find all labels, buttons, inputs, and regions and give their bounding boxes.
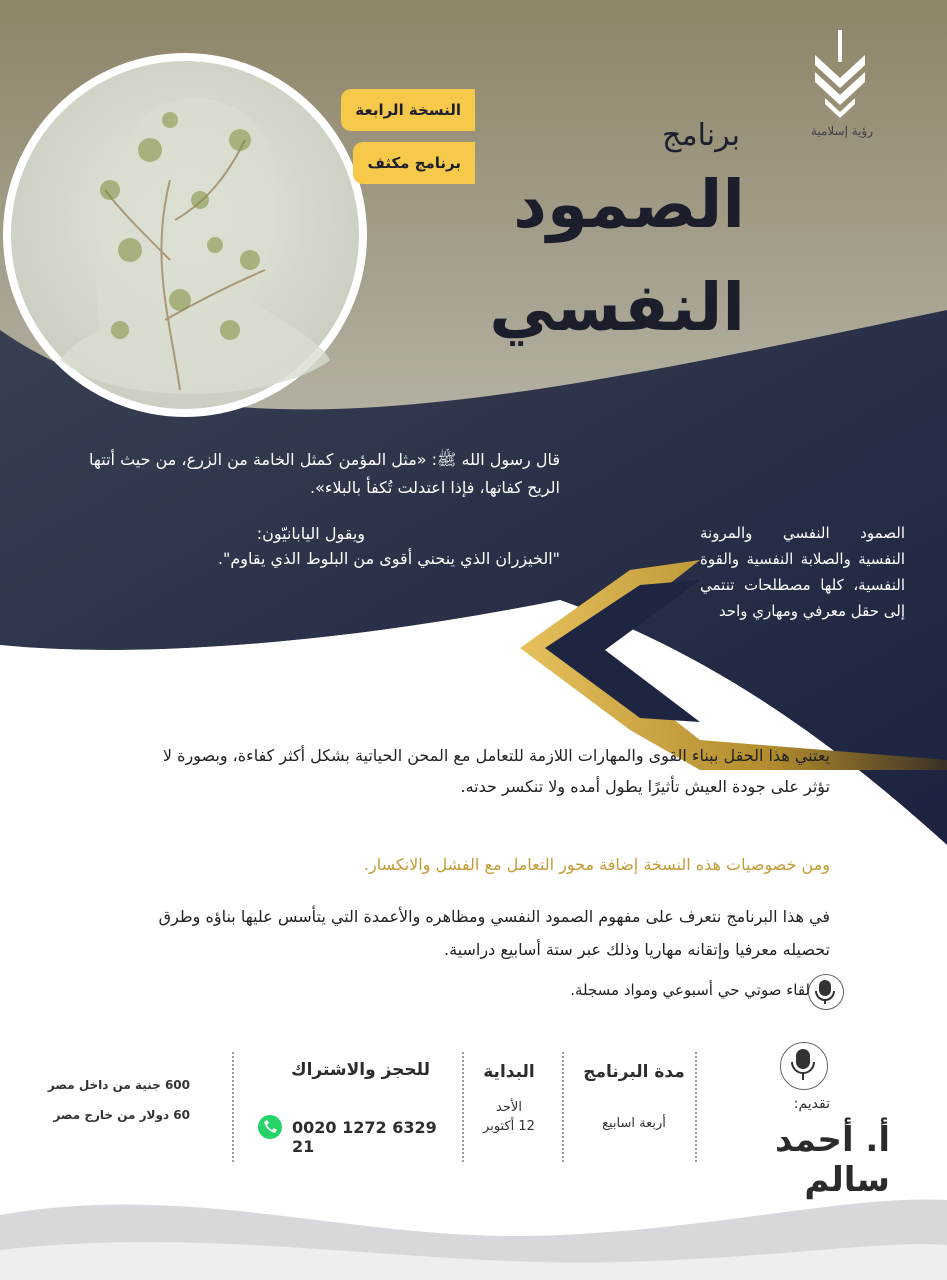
japanese-saying: "الخيزران الذي ينحني أقوى من البلوط الذي يقاوم". bbox=[217, 549, 560, 568]
microphone-badge-small bbox=[808, 974, 844, 1010]
title-line-1: الصمود bbox=[513, 166, 745, 243]
divider bbox=[462, 1052, 464, 1162]
microphone-badge-large bbox=[780, 1042, 828, 1090]
duration-value: أربعة اسابيع bbox=[602, 1116, 666, 1131]
booking-label: للحجز والاشتراك bbox=[290, 1060, 430, 1080]
body-paragraph-2: في هذا البرنامج نتعرف على مفهوم الصمود النفسي ومظاهره والأعمدة التي يتأسس عليها بناؤه وطرق تحصيله معرفيا وإتقانه مهاريا وذلك عبر ستة أسابيع دراسية. bbox=[158, 907, 830, 959]
divider bbox=[562, 1052, 564, 1162]
presenter-name: أ. أحمد سالم bbox=[775, 1120, 890, 1200]
divider bbox=[695, 1052, 697, 1162]
price-abroad: 60 دولار من خارج مصر bbox=[53, 1108, 190, 1122]
logo-text: رؤية إسلامية bbox=[810, 124, 874, 138]
program-word: برنامج bbox=[662, 118, 740, 153]
duration-label: مدة البرنامج bbox=[583, 1062, 685, 1082]
presented-by-label: تقديم: bbox=[793, 1096, 830, 1112]
start-label: البداية bbox=[483, 1062, 535, 1082]
start-date: 12 أكتوبر bbox=[483, 1119, 535, 1134]
terms-text: الصمود النفسي والمرونة النفسية والصلابة النفسية والقوة النفسية، كلها مصطلحات تنتمي إلى حقل معرفي ومهاري واحد bbox=[700, 524, 905, 620]
body-paragraph-1: يعتني هذا الحقل ببناء القوى والمهارات اللازمة للتعامل مع المحن الحياتية بشكل أكثر كفاءة، وبصورة لا تؤثر على جودة العيش تأثيرًا يطول أمده ولا تنكسر حدته. bbox=[162, 746, 830, 796]
intensive-badge: برنامج مكثف bbox=[353, 142, 475, 184]
title-line-2: النفسي bbox=[489, 269, 745, 346]
saying-label: ويقول اليابانيّون: bbox=[256, 524, 365, 543]
divider bbox=[232, 1052, 234, 1162]
hadith-quote: قال رسول الله ﷺ: «مثل المؤمن كمثل الخامة من الزرع، من حيث أتتها الريح كفاتها، فإذا اعتدلت تُكفأ بالبلاء». bbox=[89, 450, 560, 497]
edition-badge: النسخة الرابعة bbox=[341, 89, 475, 131]
live-session-note: لقاء صوتي حي أسبوعي ومواد مسجلة. bbox=[570, 981, 810, 999]
price-egypt: 600 جنية من داخل مصر bbox=[47, 1078, 190, 1092]
phone-number[interactable]: 0020 1272 6329 21 bbox=[292, 1118, 437, 1156]
whatsapp-icon bbox=[258, 1115, 282, 1139]
start-day: الأحد bbox=[496, 1100, 522, 1115]
feature-highlight: ومن خصوصيات هذه النسخة إضافة محور التعامل مع الفشل والانكسار. bbox=[363, 855, 830, 874]
